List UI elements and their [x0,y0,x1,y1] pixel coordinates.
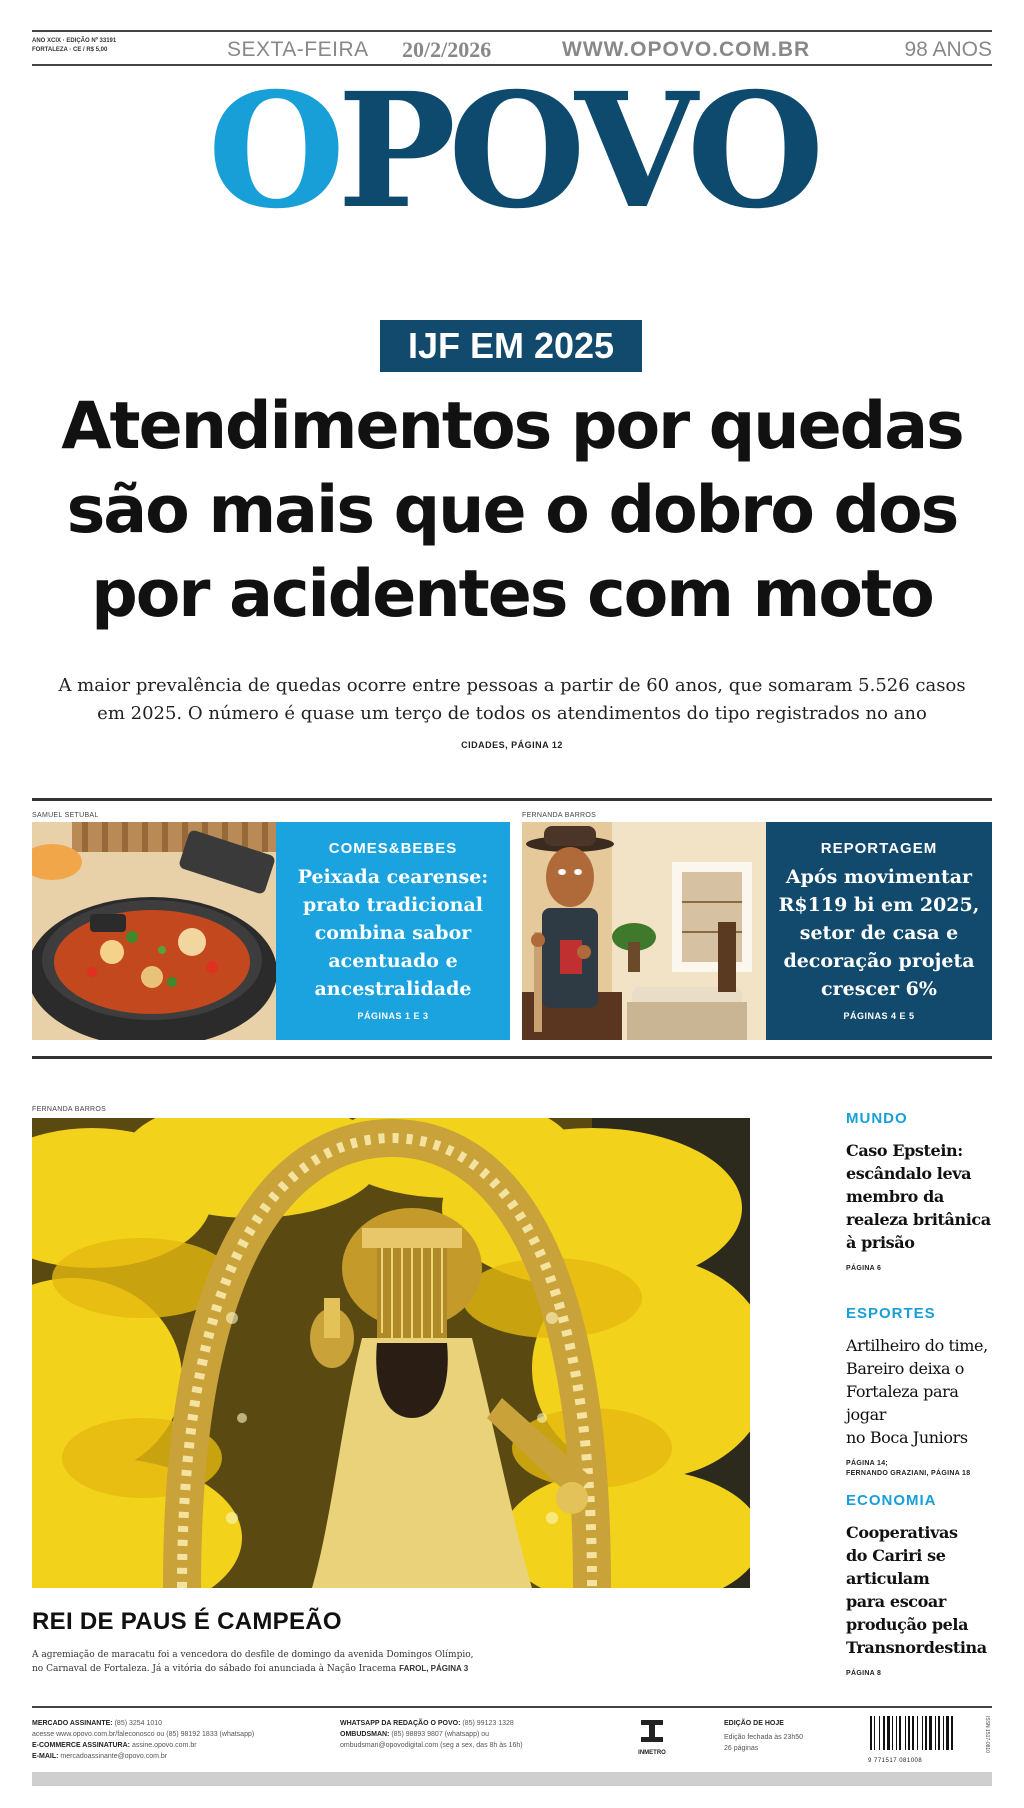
contact-link[interactable]: assine.opovo.com.br [131,1742,197,1749]
barcode-bar [925,1716,927,1750]
edition-summary [724,1718,844,1754]
side-headline [846,1334,996,1449]
barcode-bar [929,1716,932,1750]
decoracao-photo[interactable] [522,822,766,1040]
barcode-bar [870,1716,872,1750]
headline-line: articulam [846,1569,930,1588]
lead-deck [25,672,999,728]
promo-title [288,863,498,1003]
masthead-logo[interactable] [0,59,1024,244]
headline-line: no Boca Juniors [846,1428,968,1447]
anniversary-badge: 98 ANOS [904,38,992,61]
photo-credit: FERNANDA BARROS [522,812,597,819]
promo-label: COMES&BEBES [328,840,458,857]
barcode-bar [908,1716,910,1750]
caption-line: no Carnaval de Fortaleza. Já a vitória do sábado foi anunciada à Nação Iracema [32,1664,397,1674]
promo-label: REPORTAGEM [820,840,938,857]
side-story-esportes[interactable] [846,1305,996,1479]
barcode-number: 9 771517 081008 [868,1758,923,1764]
side-page-ref [846,1669,996,1679]
edition-summary-line: Edição fechada às 23h50 [724,1734,804,1741]
headline-line: por acidentes com moto [91,557,933,632]
promo-title-line: crescer 6% [821,978,937,1000]
barcode-bar [879,1716,880,1750]
headline-line: Bareiro deixa o [846,1359,965,1378]
page-ref-line: PÁGINA 14; [846,1460,889,1467]
side-story-mundo[interactable] [846,1110,996,1274]
maracatu-image [32,1118,750,1588]
contact-key: E-MAIL: [32,1753,59,1760]
barcode-bar [943,1716,944,1750]
contact-link[interactable]: mercadoassinante@opovo.com.br [60,1753,168,1760]
contact-value: (85) 99123 1328 [462,1720,514,1727]
headline-line: à prisão [846,1233,915,1252]
promo-title-line: Após movimentar [785,866,973,888]
headline-line: Caso Epstein: [846,1141,963,1160]
logo-letter-o: O [207,59,338,244]
promo-title-line: acentuado e [328,950,458,972]
maracatu-photo[interactable] [32,1118,750,1588]
barcode-icon [868,1716,978,1752]
barcode-bar [899,1716,901,1750]
caption-line: A agremiação de maracatu foi a vencedora do desfile de domingo da avenida Domingos Olímpio, [32,1650,474,1660]
main-photo-title[interactable]: REI DE PAUS É CAMPEÃO [32,1608,342,1635]
section-label: MUNDO [846,1110,908,1127]
edition-summary-title: EDIÇÃO DE HOJE [724,1720,784,1727]
decoracao-image [522,822,766,1040]
edition-date: 20/2/2026 [402,37,492,62]
headline-line: Cooperativas [846,1523,958,1542]
contact-key: OMBUDSMAN: [340,1731,390,1738]
peixada-image [32,822,276,1040]
headline-line: membro da [846,1187,944,1206]
newsroom-contacts [340,1718,640,1751]
deck-line: A maior prevalência de quedas ocorre entre pessoas a partir de 60 anos, que somaram 5.526 casos [58,675,966,696]
headline-line: do Cariri se [846,1546,946,1565]
side-page-ref [846,1459,996,1479]
barcode-bar [912,1716,914,1750]
barcode-bar [874,1716,875,1750]
headline-line: são mais que o dobro dos [66,473,958,548]
promo-pages: PÁGINAS 4 E 5 [843,1011,915,1021]
issn-label: ISSN 1517-0810 [984,1716,990,1753]
lead-kicker: IJF EM 2025 [380,320,642,372]
section-label: ESPORTES [846,1305,936,1322]
edition-summary-line: 26 páginas [724,1745,759,1752]
promo-title-line: decoração projeta [783,950,975,972]
barcode-bar [917,1716,918,1750]
barcode-bar [946,1716,949,1750]
page-ref-line: FERNANDO GRAZIANI, PÁGINA 18 [846,1470,971,1477]
barcode-bar [892,1716,893,1750]
inmetro-label: INMETRO [638,1750,666,1756]
side-page-ref [846,1264,996,1274]
contact-key: E-COMMERCE ASSINATURA: [32,1742,130,1749]
headline-line: Atendimentos por quedas [61,389,963,464]
photo-credit: SAMUEL SETUBAL [32,812,99,819]
page-ref-line: PÁGINA 8 [846,1670,882,1677]
side-headline [846,1139,996,1254]
promo-title [778,863,980,1003]
promo-pages: PÁGINAS 1 E 3 [357,1011,429,1021]
barcode-bar [935,1716,936,1750]
subscriber-contacts [32,1718,332,1762]
website-link[interactable]: WWW.OPOVO.COM.BR [562,38,811,61]
footer-band [32,1772,992,1786]
headline-line: Transnordestina [846,1638,987,1657]
section-divider [32,1056,992,1059]
peixada-photo[interactable] [32,822,276,1040]
weekday: SEXTA-FEIRA [227,38,369,61]
promo-title-line: combina sabor [314,922,472,944]
promo-title-line: R$119 bi em 2025, [778,894,980,916]
lead-headline[interactable] [20,385,1004,637]
headline-line: Artilheiro do time, [846,1336,988,1355]
promo-title-line: ancestralidade [314,978,472,1000]
barcode-bar [883,1716,885,1750]
barcode-bar [938,1716,940,1750]
barcode-bar [887,1716,890,1750]
barcode-bar [896,1716,897,1750]
section-divider [32,798,992,801]
side-headline [846,1521,996,1659]
headline-line: para escoar [846,1592,946,1611]
promo-reportagem[interactable] [766,822,992,1040]
main-photo-caption [32,1648,732,1676]
contact-link[interactable]: acesse www.opovo.com.br/faleconosco ou (85) 98192 1833 (whatsapp) [32,1731,255,1738]
barcode-bar [951,1716,953,1750]
footer [32,1706,992,1780]
promo-title-line: Peixada cearense: [297,866,489,888]
lead-page-reference[interactable]: CIDADES, PÁGINA 12 [461,740,563,750]
contact-value: (85) 3254 1010 [114,1720,163,1727]
edition-price: FORTALEZA · CE / R$ 5,00 [32,47,108,53]
barcode [868,1716,992,1767]
inmetro-icon [639,1718,665,1744]
page-ref-line: PÁGINA 6 [846,1265,882,1272]
headline-line: Fortaleza para jogar [846,1382,959,1424]
deck-line: em 2025. O número é quase um terço de todos os atendimentos do tipo registrados no ano [97,703,927,724]
photo-credit: FERNANDA BARROS [32,1106,107,1113]
side-story-economia[interactable] [846,1492,996,1679]
barcode-bar [905,1716,906,1750]
promo-title-line: prato tradicional [302,894,484,916]
headline-line: produção pela [846,1615,969,1634]
edition-meta [32,37,116,55]
contact-key: WHATSAPP DA REDAÇÃO O POVO: [340,1720,461,1727]
promo-comes-bebes[interactable] [276,822,510,1040]
section-label: ECONOMIA [846,1492,937,1509]
contact-link[interactable]: ombudsman@opovodigital.com (seg a sex, das 8h às 16h) [340,1742,523,1749]
logo-word-povo: POVO [337,59,817,244]
promo-title-line: setor de casa e [799,922,959,944]
caption-page-reference[interactable]: FAROL, PÁGINA 3 [399,1664,469,1673]
headline-line: escândalo leva [846,1164,972,1183]
inmetro-logo [632,1718,672,1759]
barcode-bar [922,1716,923,1750]
contact-key: MERCADO ASSINANTE: [32,1720,113,1727]
headline-line: realeza britânica [846,1210,991,1229]
edition-number: ANO XCIX · EDIÇÃO Nº 33191 [32,38,117,44]
contact-value: (85) 98893 9807 (whatsapp) ou [391,1731,490,1738]
